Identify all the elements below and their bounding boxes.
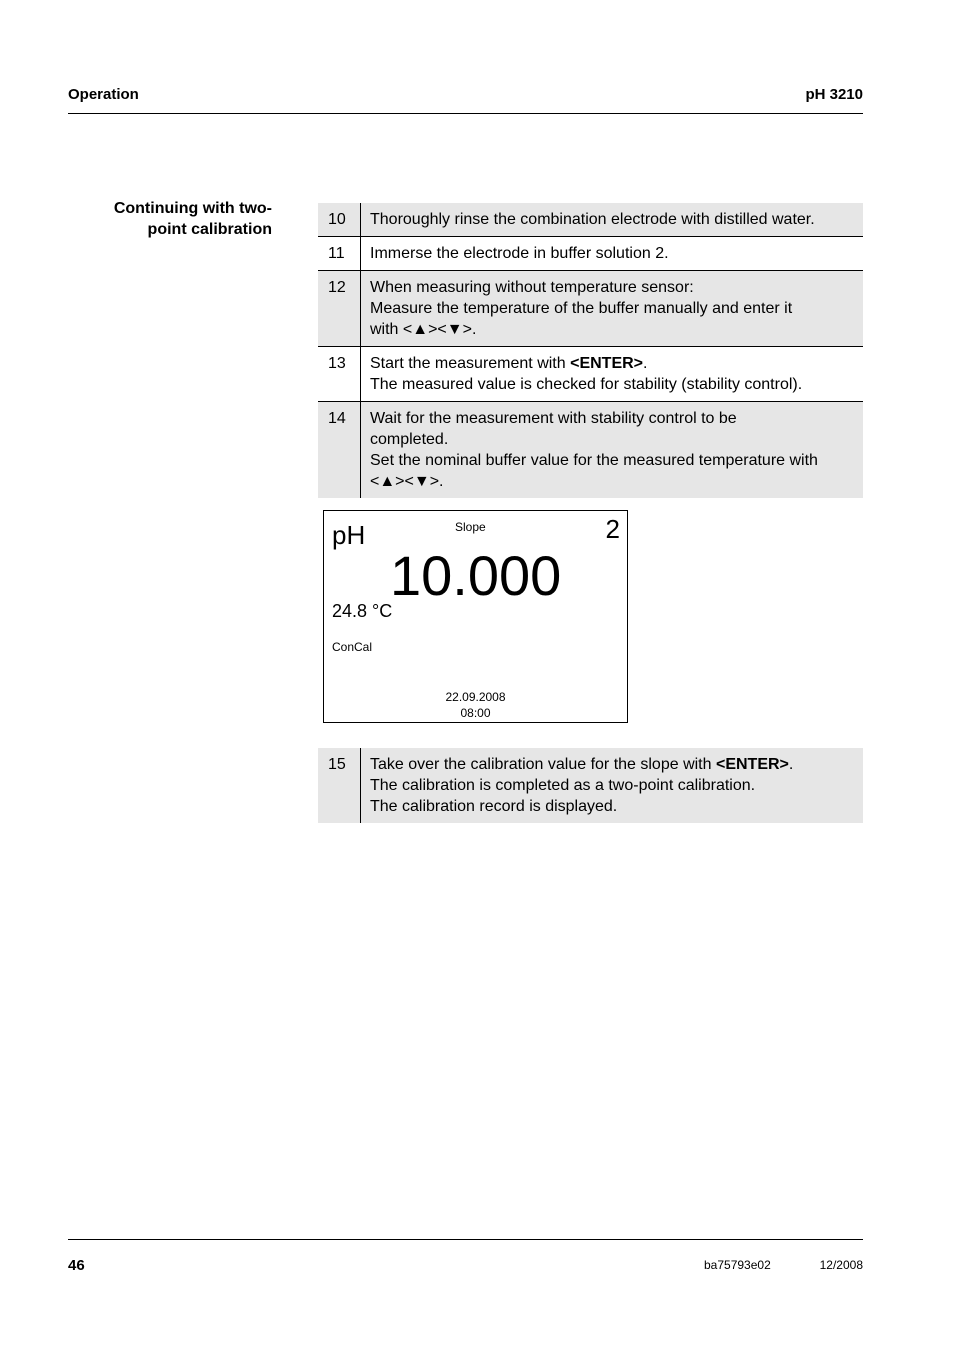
step-line: Set the nominal buffer value for the measured temperature with: [370, 452, 818, 469]
step-row-11: [318, 236, 863, 270]
footer-rule: [68, 1239, 863, 1240]
step-row-12: [318, 270, 863, 346]
header-rule: [68, 113, 863, 114]
step-line-text: Start the measurement with: [370, 355, 571, 372]
side-heading-line1: Continuing with two-: [113, 200, 272, 217]
step-line: with <▲><▼>.: [370, 321, 477, 338]
step-number: 14: [318, 402, 361, 498]
display-temperature: 24.8 °C: [332, 601, 393, 621]
header-section: Operation: [68, 86, 139, 103]
enter-key-label: <ENTER>: [715, 756, 789, 773]
display-point: 2: [605, 514, 620, 544]
step-line: [370, 353, 857, 374]
display-date: 22.09.2008: [445, 690, 506, 704]
display-unit: pH: [332, 520, 366, 550]
step-line: Immerse the electrode in buffer solution 2.: [370, 245, 669, 262]
side-heading: [68, 198, 272, 240]
display-time: 08:00: [460, 706, 491, 720]
step-number: 11: [318, 237, 361, 270]
step-text: [361, 402, 863, 498]
side-heading-line2: point calibration: [147, 221, 272, 238]
document-date: 12/2008: [819, 1258, 863, 1272]
steps-table-continued: [318, 748, 863, 823]
step-line: [370, 754, 857, 775]
step-line: The calibration is completed as a two-point calibration.: [370, 777, 756, 794]
step-text: [361, 237, 863, 270]
display-mode: Slope: [455, 520, 486, 534]
step-text: [361, 347, 863, 401]
step-text: [361, 203, 863, 236]
step-line: Wait for the measurement with stability control to be: [370, 410, 737, 427]
step-line: <▲><▼>.: [370, 473, 444, 490]
display-value: 10.000: [390, 544, 562, 607]
step-number: 12: [318, 271, 361, 346]
step-line: The measured value is checked for stability (stability control).: [370, 376, 803, 393]
step-line-text: .: [643, 355, 648, 372]
step-row-13: [318, 346, 863, 401]
step-text: [361, 748, 863, 823]
step-number: 15: [318, 748, 361, 823]
step-row-14: [318, 401, 863, 498]
step-line-text: .: [788, 756, 794, 773]
step-row-10: [318, 203, 863, 236]
step-line: completed.: [370, 431, 449, 448]
header-product: pH 3210: [805, 86, 863, 103]
display-label: ConCal: [332, 640, 373, 654]
step-number: 10: [318, 203, 361, 236]
step-line: Measure the temperature of the buffer manually and enter it: [370, 300, 793, 317]
step-line-text: Take over the calibration value for the slope with: [370, 756, 716, 773]
enter-key-label: <ENTER>: [570, 355, 644, 372]
step-line: When measuring without temperature sensor:: [370, 279, 694, 296]
step-number: 13: [318, 347, 361, 401]
document-id: ba75793e02: [704, 1258, 771, 1272]
step-text: [361, 271, 863, 346]
page-number: 46: [68, 1257, 85, 1274]
meter-display: [323, 510, 628, 723]
step-row-15: [318, 748, 863, 823]
step-line: Thoroughly rinse the combination electrode with distilled water.: [370, 211, 815, 228]
steps-table: [318, 203, 863, 498]
step-line: The calibration record is displayed.: [370, 798, 618, 815]
